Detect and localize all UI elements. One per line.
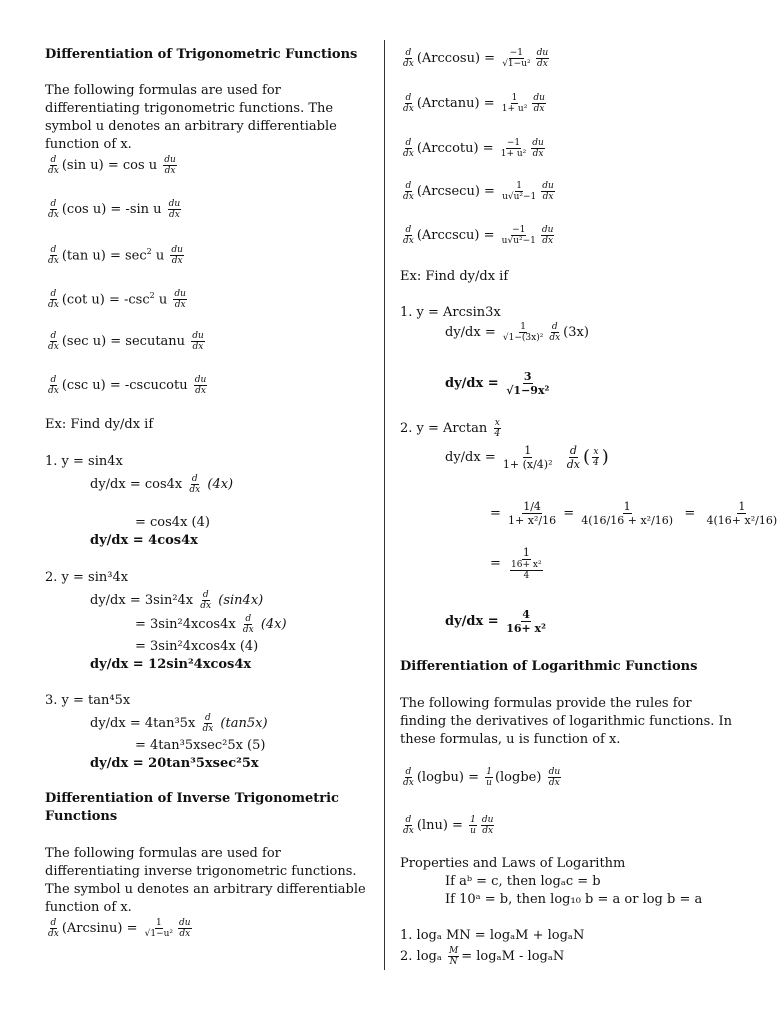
log-law-1: 1. logₐ MN = logₐM + logₐN <box>400 928 585 943</box>
example-label-right: Ex: Find dy/dx if <box>400 269 509 284</box>
formula-arctan: $\frac{d}{dx}$ (Arctanu) = $\frac{1}{\text{1+ u²}}$ $\frac{du}{dx}$ <box>403 93 545 114</box>
ex2-y: 2. y = sin³4x <box>45 570 129 585</box>
rex1-y: 1. y = Arcsin3x <box>400 305 501 320</box>
formula-tan: $\frac{d}{dx}$ (tan $u) = \sec^2 u$ $\frac{du}{dx}$ <box>48 245 183 267</box>
formula-arccos: $\frac{d}{dx}$ (Arccosu) = $\frac{-1}{\text{√1−u²}}$ $\frac{du}{dx}$ <box>403 48 549 69</box>
ex1-line1: dy/dx = cos4x $\frac{d}{dx}$ (4x) <box>90 474 234 495</box>
rex2-line3: = $\frac{1}{\frac{\text{16+ x²}}{4}}$ <box>490 546 542 581</box>
log-law-2: 2. logₐ $\frac{M}{N}$ = logₐM - logₐN <box>400 946 565 967</box>
trig-intro: The following formulas are used for differentiating trigonometric functions. The symbol u denotes an arbitrary differentiable function of x. <box>45 83 337 152</box>
ex2-answer: dy/dx = 12sin²4xcos4x <box>90 657 252 672</box>
trig-heading: Differentiation of Trigonometric Functions <box>45 47 358 62</box>
rex2-y: 2. y = Arctan $\frac{x}{4}$ <box>400 418 501 439</box>
formula-ln: $\frac{d}{dx}$ (lnu) = $\frac{1}{u}$ $\frac{du}{dx}$ <box>403 815 494 836</box>
ex3-y: 3. y = tan⁴5x <box>45 693 131 708</box>
ex3-line2: = 4tan³5xsec²5x (5) <box>135 738 266 753</box>
log-property-2: If 10ᵃ = b, then log₁₀ b = a or log b = a <box>445 892 703 907</box>
inverse-heading-line1: Differentiation of Inverse Trigonometric <box>45 791 339 806</box>
log-property-1: If aᵇ = c, then logₐc = b <box>445 874 601 889</box>
formula-logb: $\frac{d}{dx}$ (logbu) = $\frac{1}{u}$ (logbe) $\frac{du}{dx}$ <box>403 767 561 788</box>
inverse-heading-line2: Functions <box>45 809 118 824</box>
rex1-answer: dy/dx = $\frac{3}{\text{√1−9x²}}$ <box>445 370 550 397</box>
formula-csc: $\frac{d}{dx}$ (csc u) = -cscucotu $\frac{du}{dx}$ <box>48 375 207 396</box>
log-intro: The following formulas provide the rules for finding the derivatives of logarithmic functions. In these formulas, u is function of x. <box>400 696 733 747</box>
formula-sec: $\frac{d}{dx}$ (sec u) = secutanu $\frac{du}{dx}$ <box>48 331 204 352</box>
rex2-answer: dy/dx = $\frac{4}{\text{16+ x²}}$ <box>445 608 546 635</box>
rex2-line2: = $\frac{1/4}{\text{1+ x²/16}}$ = $\frac{1}{\text{4(16/16 + x²/16)}}$ = $\frac{1}{\text{4(16+ x²/16)}}$ <box>490 500 778 527</box>
ex3-line1: dy/dx = 4tan³5x $\frac{d}{dx}$ (tan5x) <box>90 713 268 734</box>
log-properties-title: Properties and Laws of Logarithm <box>400 856 626 871</box>
ex2-line2: = 3sin²4xcos4x $\frac{d}{dx}$ (4x) <box>135 614 287 635</box>
formula-arccot: $\frac{d}{dx}$ (Arccotu) = $\frac{-1}{\text{1+ u²}}$ $\frac{du}{dx}$ <box>403 138 544 159</box>
example-label: Ex: Find dy/dx if <box>45 417 154 432</box>
log-heading: Differentiation of Logarithmic Functions <box>400 659 698 674</box>
rex1-line1: dy/dx = $\frac{1}{\text{√1−(3x)²}}$ $\frac{d}{dx}$ (3x) <box>445 322 589 343</box>
column-divider <box>384 40 385 970</box>
formula-sin: $\frac{d}{dx}$ (sin u) = cos u $\frac{du}{dx}$ <box>48 155 176 176</box>
formula-arccsc: $\frac{d}{dx}$ (Arccscu) = $\frac{-1}{\text{u√u²−1}}$ $\frac{du}{dx}$ <box>403 225 554 246</box>
rex2-line1: dy/dx = $\frac{1}{\text{1+ (x/4)²}}$ $\frac{d}{dx}$ ( $\frac{x}{4}$ ) <box>445 444 609 471</box>
ex2-line1: dy/dx = 3sin²4x $\frac{d}{dx}$ (sin4x) <box>90 590 264 611</box>
ex1-y: 1. y = sin4x <box>45 454 123 469</box>
inverse-intro: The following formulas are used for differentiating inverse trigonometric functions. The symbol u denotes an arbitrary differentiable function of x. <box>45 846 366 915</box>
formula-arcsec: $\frac{d}{dx}$ (Arcsecu) = $\frac{1}{\text{u√u²−1}}$ $\frac{du}{dx}$ <box>403 181 554 202</box>
formula-arcsin: $\frac{d}{dx}$ (Arcsinu) = $\frac{1}{\text{√1−u²}}$ $\frac{du}{dx}$ <box>48 918 191 939</box>
ex3-answer: dy/dx = 20tan³5xsec²5x <box>90 756 259 771</box>
ex1-line2: = cos4x (4) <box>135 515 210 530</box>
ex1-answer: dy/dx = 4cos4x <box>90 533 198 548</box>
formula-cot: $\frac{d}{dx}$ (cot $u) = -\csc^2$ u $\frac{du}{dx}$ <box>48 289 186 311</box>
formula-cos: $\frac{d}{dx}$ (cos u) = -sin u $\frac{du}{dx}$ <box>48 199 181 220</box>
ex2-line3: = 3sin²4xcos4x (4) <box>135 639 259 654</box>
